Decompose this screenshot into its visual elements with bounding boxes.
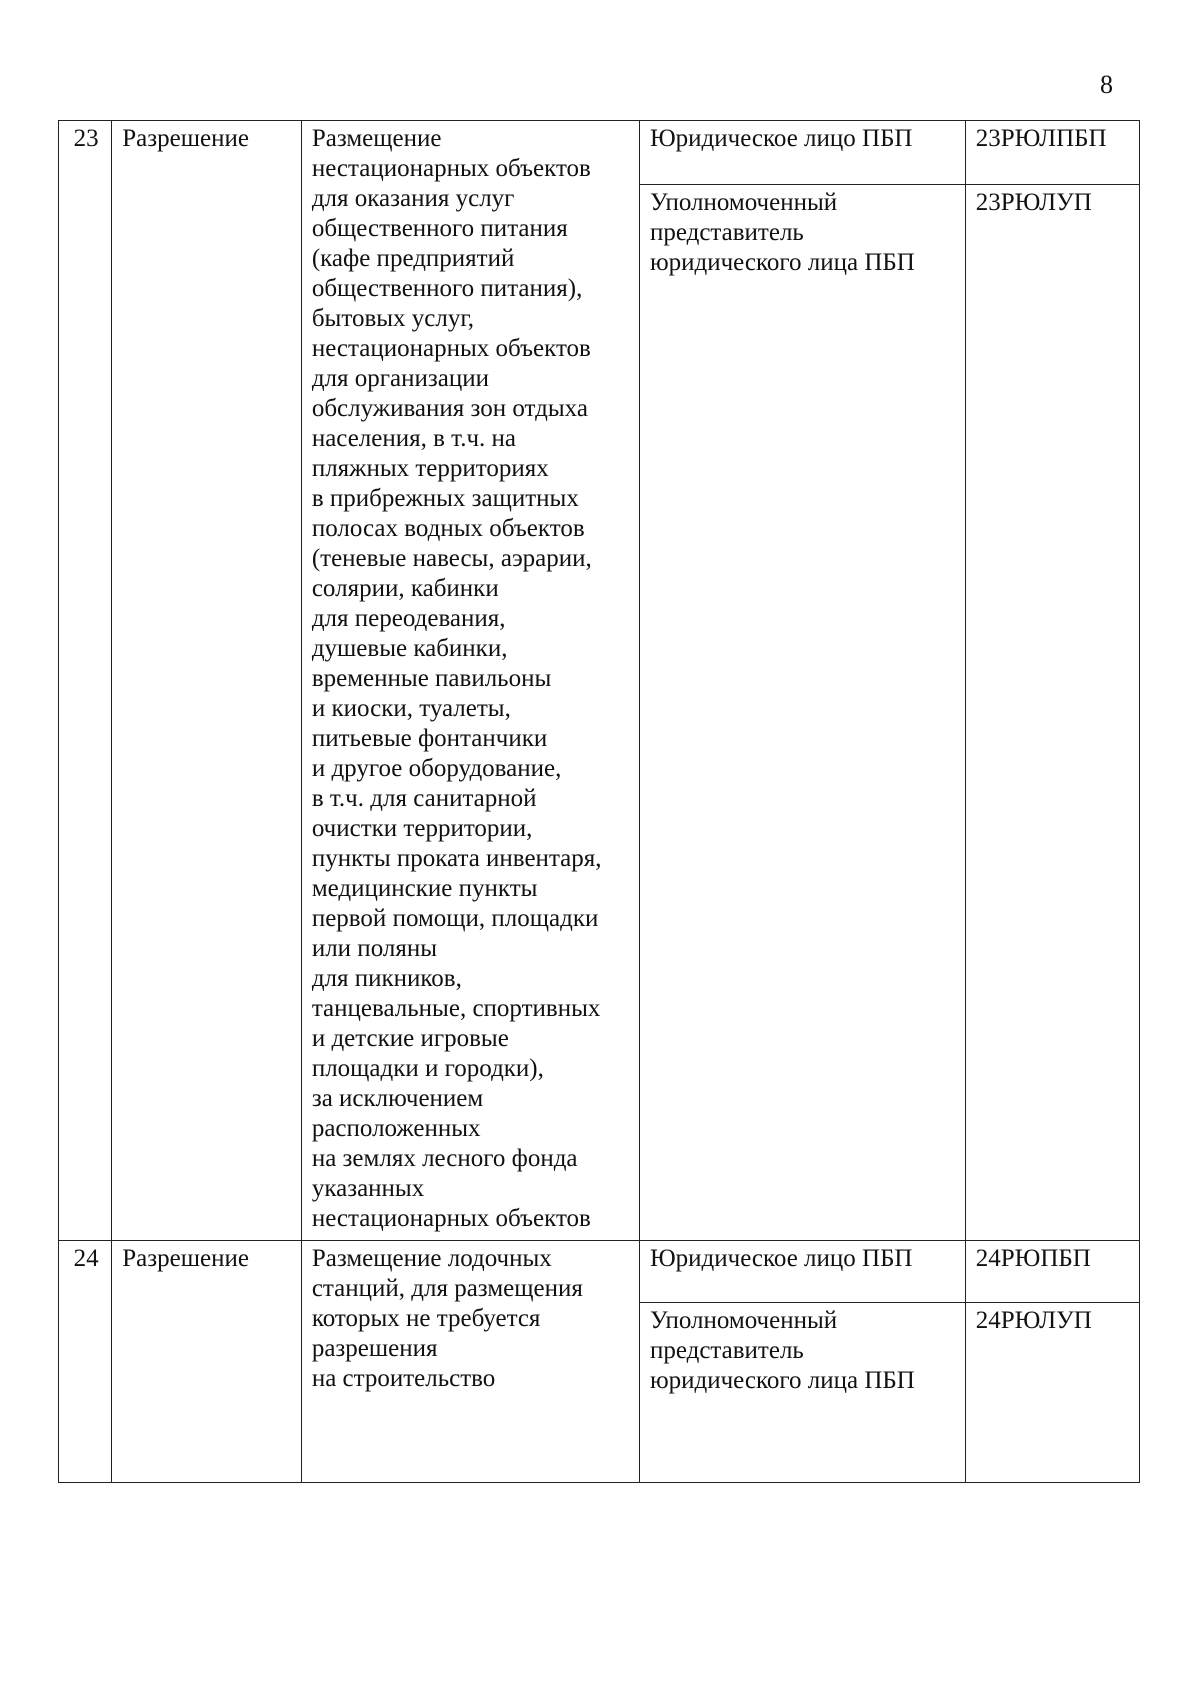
applicant-label: Юридическое лицо ПБП: [649, 125, 913, 152]
table-row-24: [59, 1241, 1140, 1303]
applicant-label: представитель: [649, 219, 804, 247]
description-line: танцевальные, спортивных: [311, 995, 601, 1022]
description-line: и другое оборудование,: [311, 755, 562, 782]
description-line: душевые кабинки,: [311, 635, 508, 662]
applicant-label: представитель: [649, 1337, 804, 1364]
applicant-code: 24РЮПБП: [965, 1241, 1139, 1303]
applicant-cell: [639, 1303, 965, 1483]
applicant-code: 23РЮЛУП: [965, 185, 1139, 1241]
applicant-label: Уполномоченный: [649, 1307, 838, 1334]
description-line: Размещение лодочных: [311, 1245, 552, 1272]
description-line: и киоски, туалеты,: [311, 695, 511, 722]
description-line: за исключением: [311, 1085, 484, 1112]
description-line: или поляны: [311, 935, 438, 962]
description-line: полосах водных объектов: [311, 515, 585, 542]
description-line: населения, в т.ч. на: [311, 425, 517, 452]
description-line: (кафе предприятий: [311, 245, 515, 272]
description-line: расположенных: [311, 1115, 481, 1142]
description-line: питьевые фонтанчики: [311, 725, 548, 752]
row-number: 23: [59, 121, 112, 1241]
description-line: на землях лесного фонда: [311, 1145, 578, 1172]
permit-type: Разрешение: [112, 121, 302, 1241]
description-line: станций, для размещения: [311, 1275, 583, 1302]
description-line: и детские игровые: [311, 1025, 509, 1052]
description-line: (теневые навесы, аэрарии,: [311, 545, 592, 572]
applicant-label: юридического лица ПБП: [649, 1367, 915, 1394]
description-line: площадки и городки),: [311, 1055, 544, 1082]
services-table: [58, 120, 1140, 1483]
row-number: 24: [59, 1241, 112, 1483]
description-line: нестационарных объектов: [311, 155, 591, 182]
page-number: 8: [1100, 70, 1113, 99]
applicant-label: Уполномоченный: [649, 189, 838, 217]
description-line: первой помощи, площадки: [311, 905, 599, 932]
applicant-label: юридического лица ПБП: [649, 249, 915, 277]
description-line: указанных: [311, 1175, 425, 1202]
applicant-cell: [639, 121, 965, 185]
description-line: обслуживания зон отдыха: [311, 395, 588, 422]
description-line: медицинские пункты: [311, 875, 538, 902]
description-line: для оказания услуг: [311, 185, 515, 212]
description-line: нестационарных объектов: [311, 335, 591, 362]
description-line: общественного питания),: [311, 275, 583, 302]
description-line: в т.ч. для санитарной: [311, 785, 537, 812]
description-line: разрешения: [311, 1335, 438, 1362]
description-line: в прибрежных защитных: [311, 485, 579, 512]
description-line: бытовых услуг,: [311, 305, 475, 332]
service-description: [301, 1241, 639, 1483]
description-line: на строительство: [311, 1365, 496, 1392]
description-line: которых не требуется: [311, 1305, 541, 1332]
applicant-code: 23РЮЛПБП: [965, 121, 1139, 185]
description-line: очистки территории,: [311, 815, 533, 842]
applicant-label: Юридическое лицо ПБП: [649, 1245, 913, 1272]
description-line: общественного питания: [311, 215, 568, 242]
description-line: для пикников,: [311, 965, 462, 992]
permit-type: Разрешение: [112, 1241, 302, 1483]
applicant-cell: [639, 1241, 965, 1303]
applicant-cell: [639, 185, 965, 1241]
description-line: для переодевания,: [311, 605, 506, 632]
description-line: пункты проката инвентаря,: [311, 845, 602, 872]
table-row-23: [59, 121, 1140, 185]
applicant-code: 24РЮЛУП: [965, 1303, 1139, 1483]
description-line: солярии, кабинки: [311, 575, 499, 602]
description-line: для организации: [311, 365, 489, 392]
description-line: пляжных территориях: [311, 455, 549, 482]
description-line: нестационарных объектов: [311, 1205, 591, 1232]
description-line: Размещение: [311, 125, 442, 152]
service-description: [301, 121, 639, 1241]
description-line: временные павильоны: [311, 665, 552, 692]
